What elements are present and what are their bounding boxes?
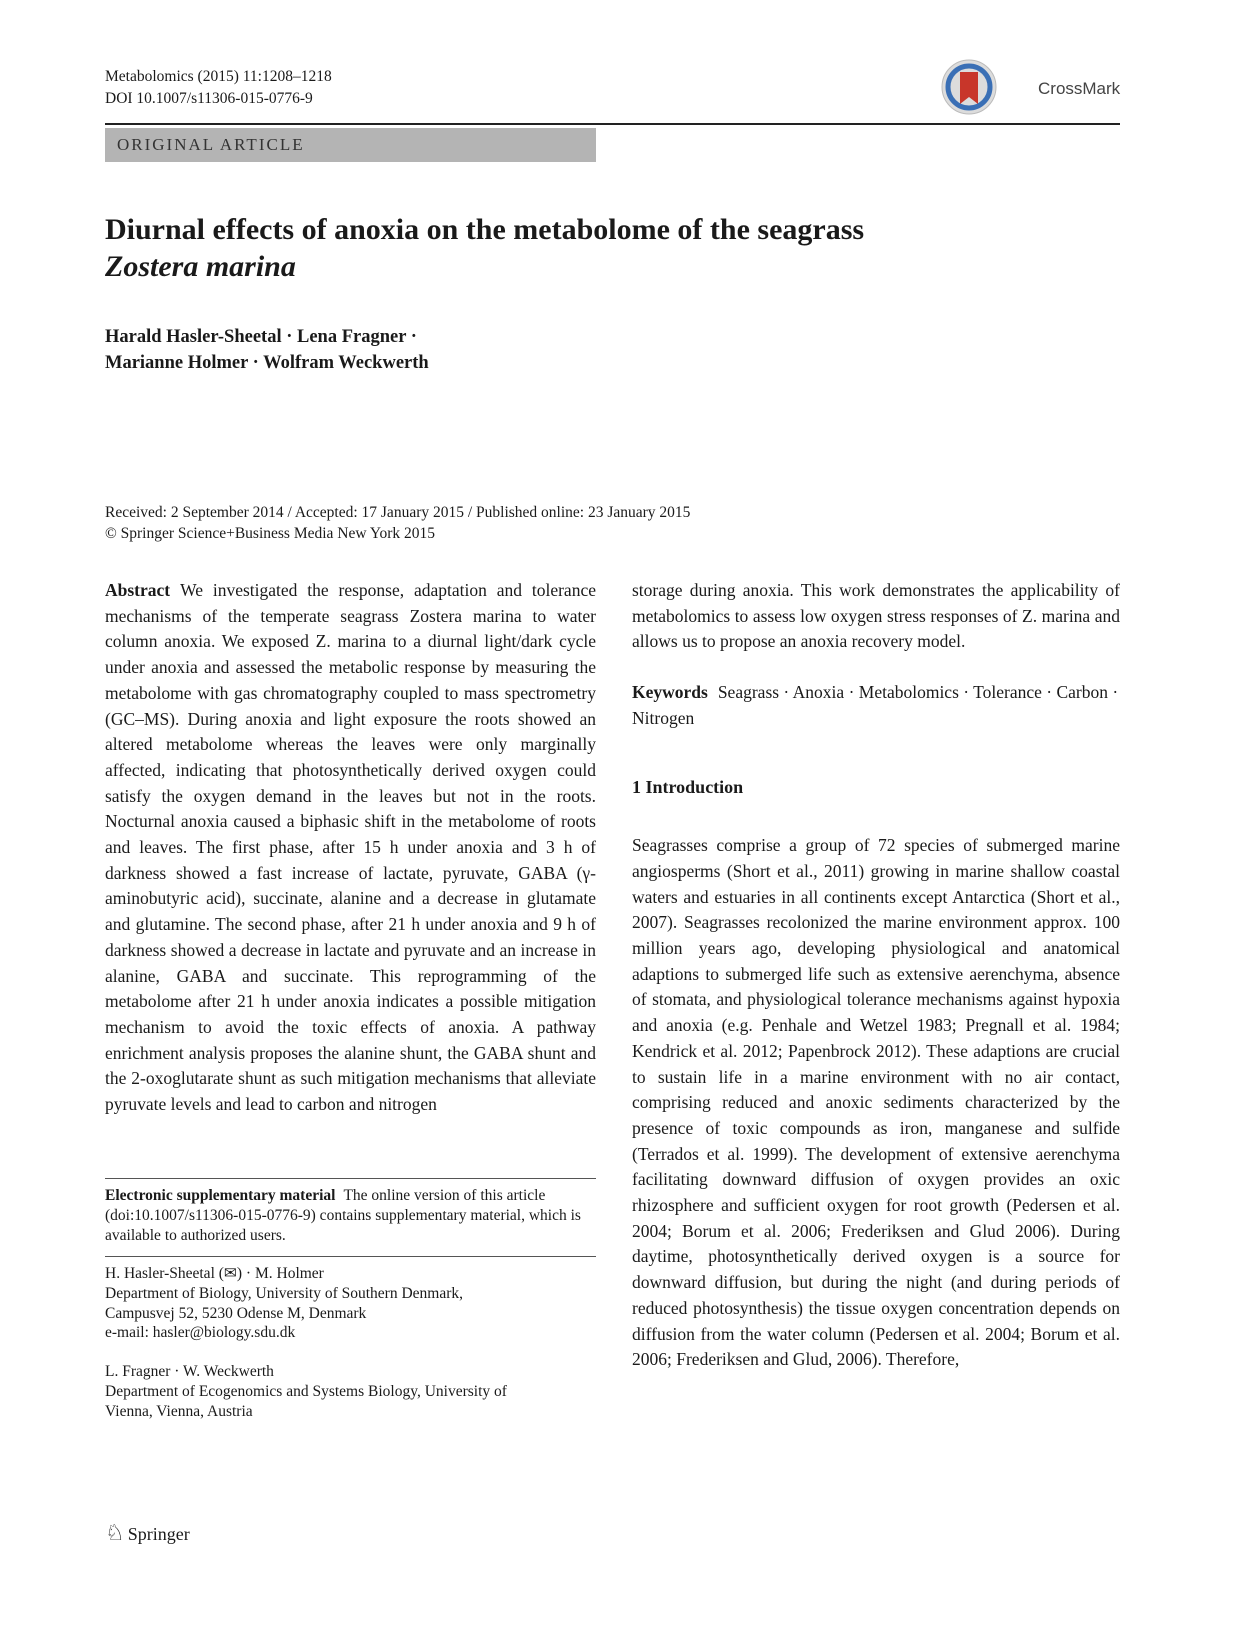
supplementary-heading: Electronic supplementary material	[105, 1187, 336, 1204]
right-column	[632, 578, 1120, 1373]
journal-info	[105, 66, 332, 110]
introduction-heading: 1 Introduction	[632, 776, 744, 797]
affiliation-2-dept: Department of Ecogenomics and Systems Biology, University of	[105, 1382, 507, 1400]
publisher-name: Springer	[127, 1524, 190, 1544]
publisher-footer	[105, 1520, 190, 1546]
header-rule	[105, 123, 1120, 125]
publication-dates	[105, 502, 690, 544]
copyright-line: © Springer Science+Business Media New York 2015	[105, 525, 436, 542]
article-doi: DOI 10.1007/s11306-015-0776-9	[105, 90, 313, 107]
affiliation-1-dept: Department of Biology, University of Southern Denmark,	[105, 1284, 464, 1302]
affiliation-2-address: Vienna, Vienna, Austria	[105, 1402, 253, 1420]
affiliation-2	[105, 1362, 596, 1421]
history-dates: Received: 2 September 2014 / Accepted: 17 January 2015 / Published online: 23 January 2015	[105, 504, 691, 521]
abstract-text: We investigated the response, adaptation and tolerance mechanisms of the temperate seagrass Zostera marina to water column anoxia. We exposed Z. marina to a diurnal light/dark cycle under anoxia and assessed the metabolic response by measuring the metabolome with gas chromatography coupled to mass spectrometry (GC–MS). During anoxia and light exposure the roots showed an altered metabolome whereas the leaves were only marginally affected, indicating that photosynthetically derived oxygen could satisfy the oxygen demand in the leaves but not in the roots. Nocturnal anoxia caused a biphasic shift in the metabolome of roots and leaves. The first phase, after 15 h under anoxia and 3 h of darkness showed a fast increase of lactate, pyruvate, GABA (γ-aminobutyric acid), succinate, alanine and a decrease in glutamate and glutamine. The second phase, after 21 h under anoxia and 9 h of darkness showed a decrease in lactate and pyruvate and an increase in alanine, GABA and succinate. This reprogramming of the metabolome after 21 h under anoxia indicates a possible mitigation mechanism to avoid the toxic effects of anoxia. A pathway enrichment analysis proposes the alanine shunt, the GABA shunt and the 2-oxoglutarate shunt as such mitigation mechanisms that alleviate pyruvate levels and lead to carbon and nitrogen	[105, 580, 596, 1115]
journal-citation: Metabolomics (2015) 11:1208–1218	[105, 68, 332, 85]
affiliation-1	[105, 1264, 596, 1343]
abstract-heading: Abstract	[105, 580, 171, 600]
footnote-rule	[105, 1178, 596, 1179]
affiliation-1-names: H. Hasler-Sheetal (✉) · M. Holmer	[105, 1265, 324, 1282]
author-list	[105, 324, 429, 376]
keywords-text: Seagrass · Anoxia · Metabolomics · Tolerance · Carbon · Nitrogen	[632, 682, 1119, 728]
title-line-2: Zostera marina	[105, 250, 296, 283]
introduction-text: Seagrasses comprise a group of 72 species of submerged marine angiosperms (Short et al., 2011) growing in marine shallow coastal waters and estuaries in all continents except Antarctica (Short et al., 2007). Seagrasses recolonized the marine environment approx. 100 million years ago, developing physiological and anatomical adaptions to submerged life such as extensive aerenchyma, absence of stomata, and physiological tolerance mechanisms against hypoxia and anoxia (e.g. Penhale and Wetzel 1983; Pregnall et al. 1984; Kendrick et al. 2012; Papenbrock 2012). These adaptions are crucial to sustain life in a marine environment with no air contact, comprising reduced and anoxic sediments characterized by the presence of toxic compounds as iron, manganese and sulfide (Terrados et al. 1999). The development of extensive aerenchyma facilitating downward diffusion of oxygen provides an oxic rhizosphere and sufficient oxygen for root growth (Pedersen et al. 2004; Borum et al. 2006; Frederiksen and Glud 2006). During daytime, photosynthetically derived oxygen is a source for downward diffusion, but during the night (and during periods of reduced photosynthesis) the tissue oxygen concentration depends on diffusion from the water column (Pedersen et al. 2004; Borum et al. 2006; Frederiksen and Glud, 2006). Therefore,	[632, 835, 1120, 1370]
authors-line-2: Marianne Holmer · Wolfram Weckwerth	[105, 353, 429, 373]
keywords-heading: Keywords	[632, 682, 708, 703]
affiliation-1-address: Campusvej 52, 5230 Odense M, Denmark	[105, 1304, 367, 1322]
paper-title	[105, 211, 1105, 285]
springer-horse-icon: ♘	[105, 1520, 125, 1545]
title-line-1: Diurnal effects of anoxia on the metabolome of the seagrass	[105, 213, 865, 246]
abstract	[105, 578, 596, 1118]
abstract-column	[105, 578, 596, 1118]
supplementary-note	[105, 1186, 596, 1245]
affiliation-1-email[interactable]: e-mail: hasler@biology.sdu.dk	[105, 1324, 296, 1342]
keywords	[632, 680, 1120, 731]
affiliation-2-names: L. Fragner · W. Weckwerth	[105, 1363, 274, 1380]
crossmark-icon[interactable]	[940, 58, 998, 116]
supplementary-text: The online version of this article (doi:10.1007/s11306-015-0776-9) contains supplementary material, which is available to authorized users.	[105, 1187, 581, 1244]
affiliation-rule	[105, 1256, 596, 1257]
authors-line-1: Harald Hasler-Sheetal · Lena Fragner ·	[105, 327, 417, 347]
article-type-banner: ORIGINAL ARTICLE	[105, 128, 596, 162]
crossmark-label[interactable]: CrossMark	[1038, 79, 1121, 98]
abstract-continuation: storage during anoxia. This work demonstrates the applicability of metabolomics to assess low oxygen stress responses of Z. marina and allows us to propose an anoxia recovery model.	[632, 580, 1120, 652]
